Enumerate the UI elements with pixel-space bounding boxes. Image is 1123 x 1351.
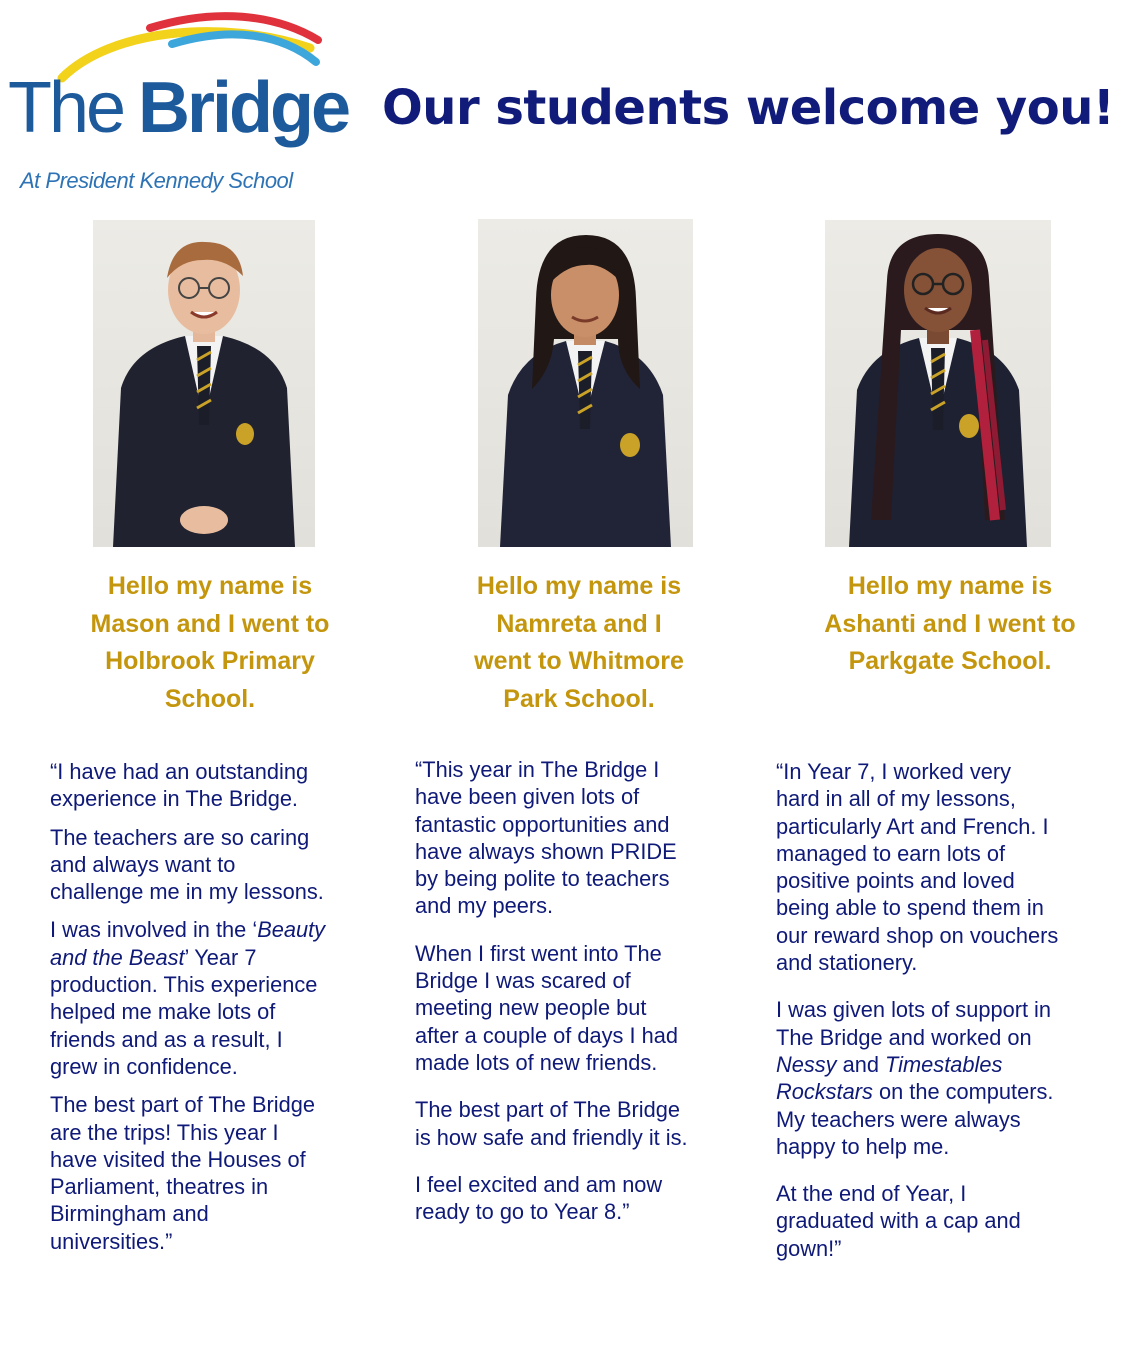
quote-line: our reward shop on vouchers [776, 922, 1059, 948]
quote-line: When I first went into The [415, 940, 662, 966]
heading-line: Namreta and I [496, 609, 662, 638]
quote-line: and always want to [50, 851, 236, 877]
quote-line: The best part of The Bridge [50, 1092, 315, 1118]
quote-line: “This year in The Bridge I [415, 757, 660, 782]
quote-line: “I have had an outstanding [50, 759, 309, 784]
student-quote-namreta [415, 756, 755, 1236]
quote-line: hard in all of my lessons, [776, 786, 1016, 812]
quote-line: Bridge I was scared of [415, 968, 631, 994]
quote-line [776, 1078, 1116, 1105]
quote-line: have always shown PRIDE [415, 838, 677, 864]
quote-paragraph [50, 1091, 390, 1255]
quote-line: and stationery. [776, 950, 918, 976]
quote-line [50, 916, 390, 943]
quote-line: At the end of Year, I [776, 1181, 967, 1207]
student-photo-namreta [478, 219, 693, 547]
quote-line: fantastic opportunities and [415, 811, 670, 837]
heading-line: Holbrook Primary [105, 647, 315, 676]
heading-line: went to Whitmore [474, 647, 684, 676]
quote-line: experience in The Bridge. [50, 786, 298, 812]
quote-line: Parliament, theatres in [50, 1174, 269, 1200]
quote-text: and [836, 1051, 886, 1077]
quote-text: ’ Year 7 [184, 944, 257, 970]
heading-line: Hello my name is [107, 572, 313, 600]
quote-line: grew in confidence. [50, 1053, 238, 1079]
quote-line: ready to go to Year 8.” [415, 1199, 630, 1225]
quote-paragraph [415, 1171, 755, 1226]
quote-line [776, 1051, 1116, 1078]
quote-line: The best part of The Bridge [415, 1097, 680, 1123]
quote-paragraph [776, 758, 1116, 976]
logo-tagline: At President Kennedy School [20, 168, 293, 193]
quote-line: being able to spend them in [776, 895, 1044, 921]
quote-paragraph [776, 1180, 1116, 1262]
quote-title-text: Beauty [257, 917, 326, 943]
quote-line [50, 944, 390, 971]
heading-line: Park School. [503, 685, 655, 714]
quote-line: have visited the Houses of [50, 1146, 306, 1172]
quote-line: universities.” [50, 1228, 173, 1254]
quote-paragraph [50, 824, 390, 906]
quote-line: challenge me in my lessons. [50, 879, 324, 905]
quote-title-text: Rockstars [776, 1079, 873, 1105]
heading-line: Hello my name is [847, 572, 1053, 600]
quote-line: positive points and loved [776, 868, 1015, 894]
quote-line: gown!” [776, 1235, 842, 1261]
heading-line: School. [164, 685, 256, 714]
quote-line: The teachers are so caring [50, 824, 310, 850]
quote-line: I was given lots of support in [776, 997, 1052, 1023]
quote-title-text: Nessy [776, 1051, 837, 1077]
quote-line: graduated with a cap and [776, 1208, 1021, 1234]
quote-line: production. This experience [50, 972, 318, 998]
quote-line: I feel excited and am now [415, 1171, 663, 1197]
quote-paragraph [50, 916, 390, 1080]
quote-line: is how safe and friendly it is. [415, 1124, 688, 1150]
quote-line: helped me make lots of [50, 999, 276, 1025]
quote-line: have been given lots of [415, 784, 640, 810]
quote-line: and my peers. [415, 893, 554, 919]
quote-line: are the trips! This year I [50, 1119, 279, 1145]
student-heading-ashanti [785, 568, 1115, 681]
student-heading-mason [45, 568, 375, 719]
page-title: Our students welcome you! [382, 80, 1115, 136]
quote-paragraph [776, 996, 1116, 1160]
quote-line: Birmingham and [50, 1201, 209, 1227]
student-photo-ashanti [825, 220, 1051, 547]
quote-line: The Bridge and worked on [776, 1024, 1032, 1050]
quote-line: made lots of new friends. [415, 1049, 658, 1075]
student-quote-mason [50, 758, 390, 1266]
heading-line: Parkgate School. [848, 647, 1052, 676]
quote-title-text: Timestables [885, 1051, 1003, 1077]
quote-text: on the computers. [872, 1079, 1054, 1105]
quote-line: My teachers were always [776, 1106, 1021, 1132]
quote-line: by being polite to teachers [415, 866, 670, 892]
quote-title-text: and the Beast [50, 944, 185, 970]
heading-line: Mason and I went to [90, 609, 330, 638]
quote-line: happy to help me. [776, 1133, 950, 1159]
quote-line: after a couple of days I had [415, 1022, 678, 1048]
quote-line: “In Year 7, I worked very [776, 759, 1012, 784]
logo-word-the: The [8, 68, 124, 148]
quote-line: particularly Art and French. I [776, 813, 1049, 839]
heading-line: Ashanti and I went to [824, 609, 1076, 638]
logo-word-bridge: Bridge [138, 68, 349, 148]
quote-line: meeting new people but [415, 995, 647, 1021]
school-logo [0, 0, 360, 205]
quote-paragraph [50, 758, 390, 813]
quote-line: managed to earn lots of [776, 840, 1006, 866]
quote-paragraph [415, 1096, 755, 1151]
quote-paragraph [415, 756, 755, 920]
student-photo-mason [93, 220, 315, 547]
student-heading-namreta [414, 568, 744, 719]
quote-text: I was involved in the ‘ [50, 917, 258, 943]
heading-line: Hello my name is [476, 572, 682, 600]
quote-paragraph [415, 940, 755, 1076]
quote-line: friends and as a result, I [50, 1026, 283, 1052]
student-quote-ashanti [776, 758, 1116, 1273]
